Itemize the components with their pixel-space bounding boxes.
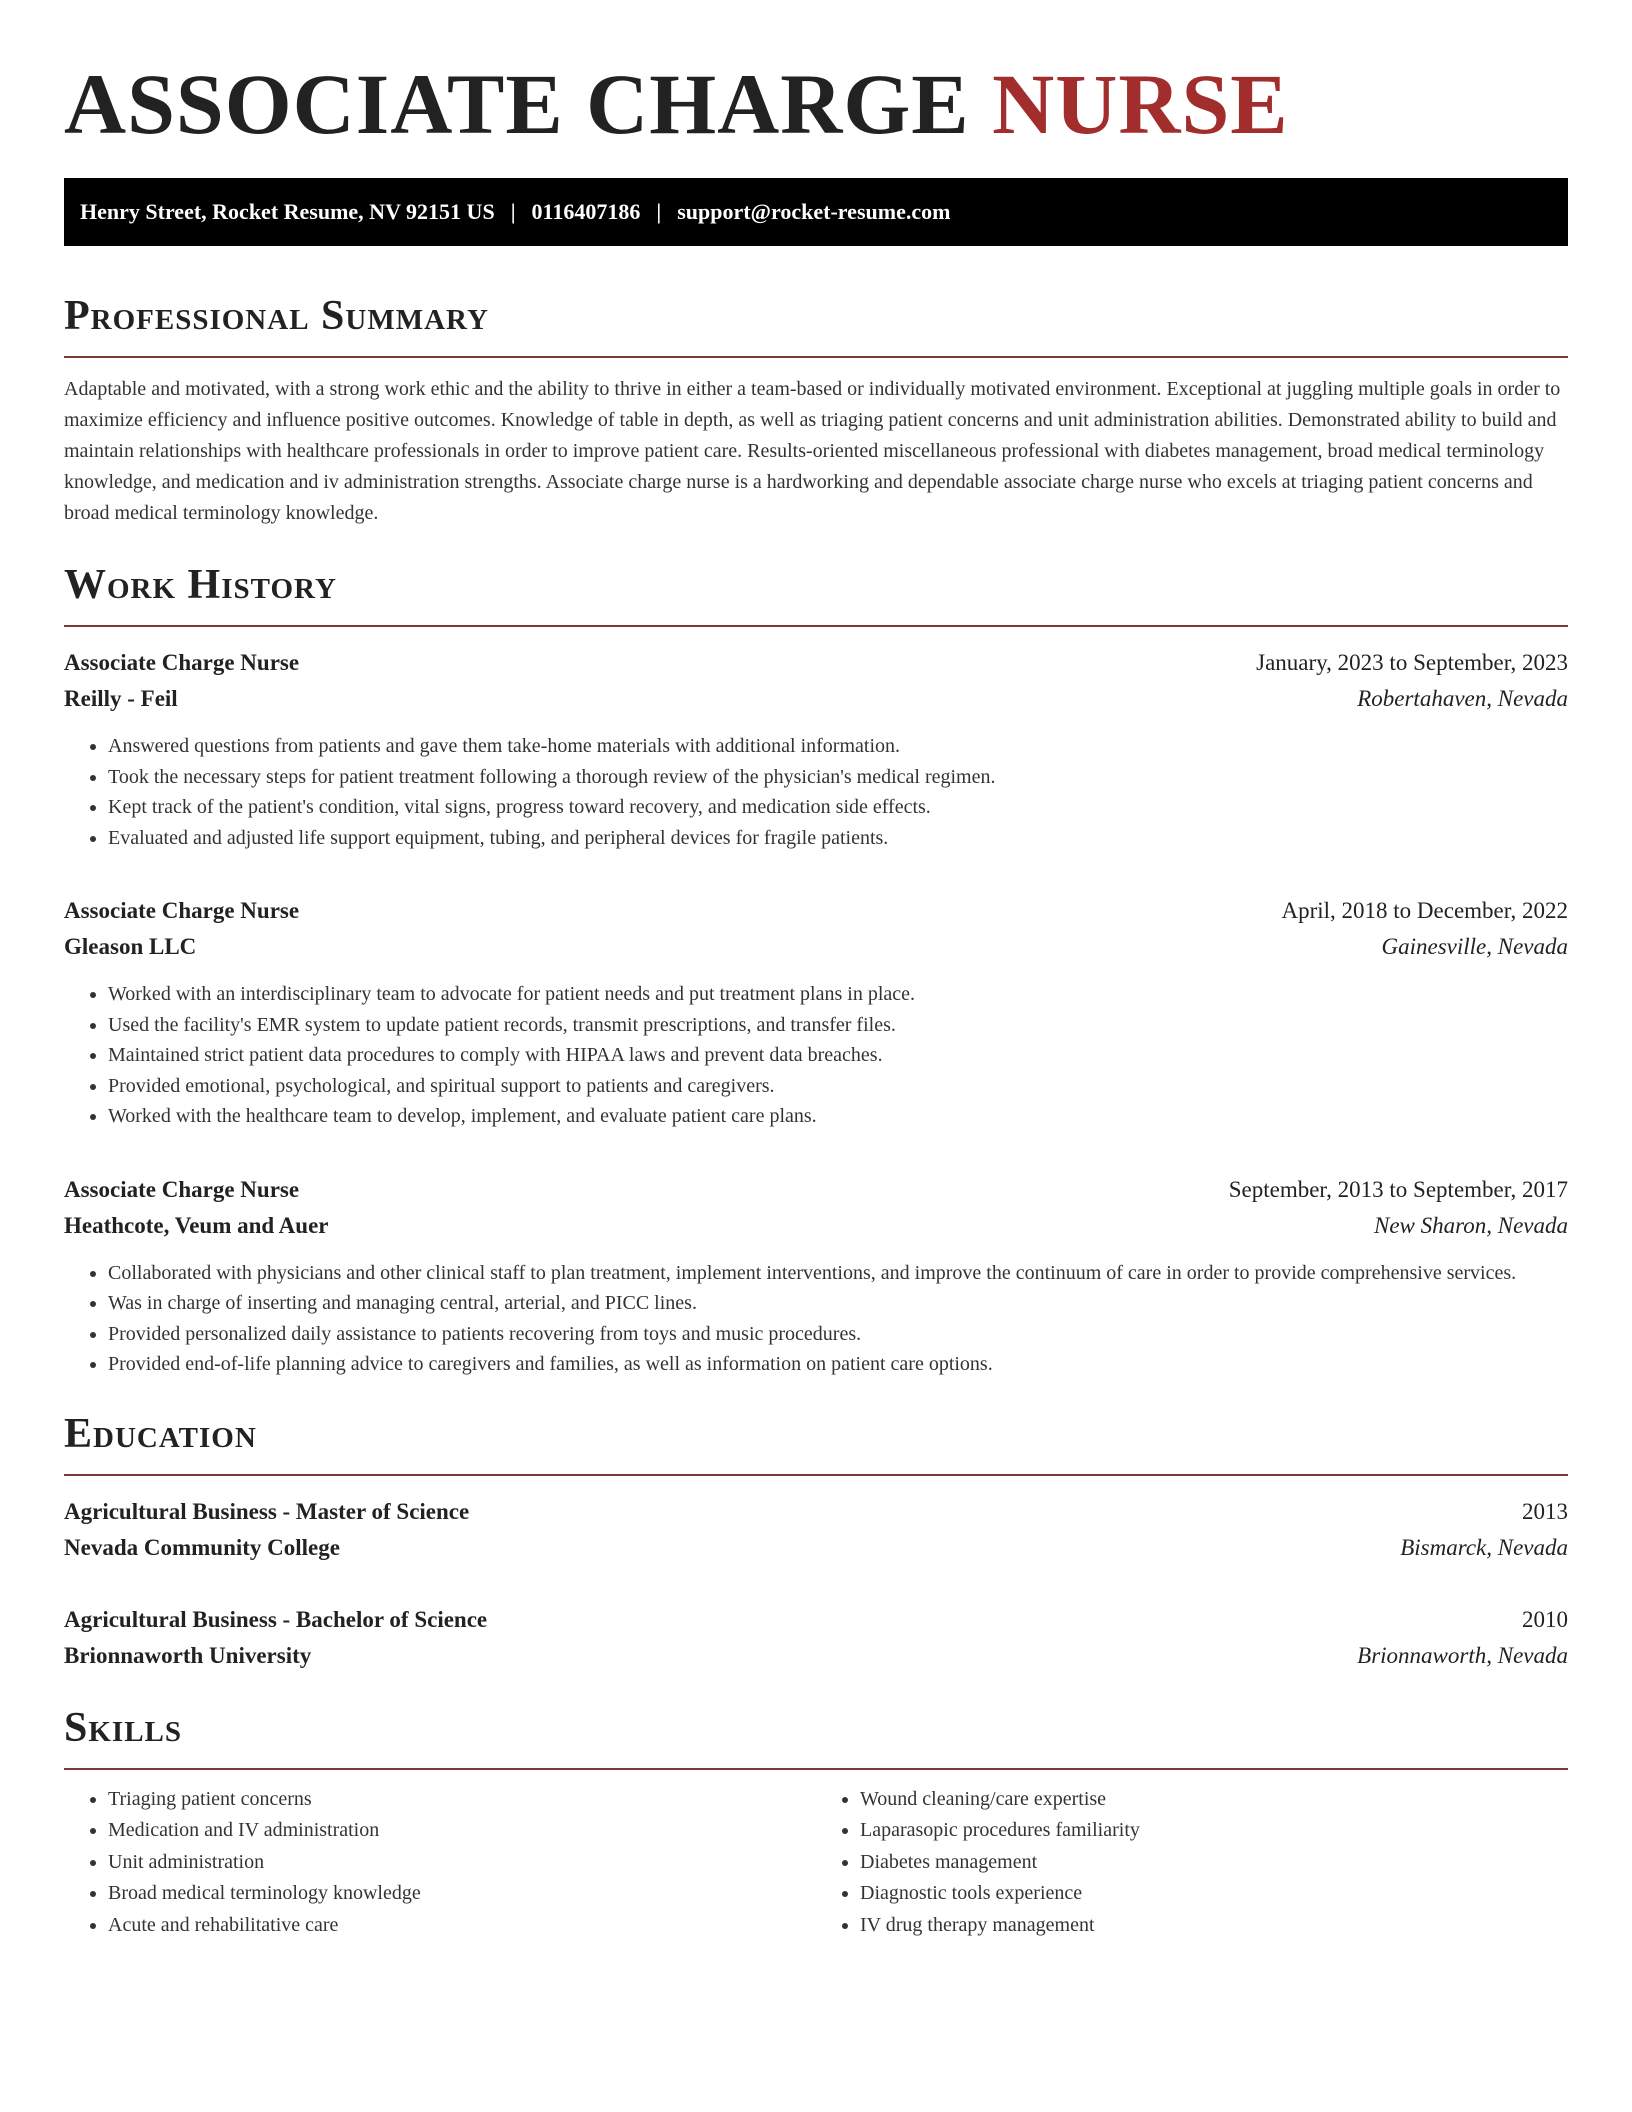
education-school: Brionnaworth University — [64, 1642, 312, 1668]
contact-address: Henry Street, Rocket Resume, NV 92151 US — [80, 199, 495, 224]
job-dates: September, 2013 to September, 2017 — [1228, 1176, 1568, 1202]
job-location: New Sharon, Nevada — [1374, 1212, 1568, 1238]
contact-bar — [64, 178, 1568, 246]
section-divider — [64, 356, 1568, 358]
job-duty: • Was in charge of inserting and managing central, arterial, and PICC lines. — [108, 1288, 1568, 1319]
job-duty: • Used the facility's EMR system to update patient records, transmit prescriptions, and transfer files. — [108, 1010, 1568, 1041]
job-entry — [64, 893, 1568, 1132]
job-duty: • Kept track of the patient's condition, vital signs, progress toward recovery, and medication side effects. — [108, 792, 1568, 823]
job-duty: • Worked with the healthcare team to develop, implement, and evaluate patient care plans. — [108, 1101, 1568, 1132]
education-year: 2010 — [1522, 1606, 1568, 1632]
candidate-name — [64, 56, 1568, 152]
job-company: Gleason LLC — [64, 934, 197, 959]
skill-item: • IV drug therapy management — [860, 1910, 1568, 1942]
skill-item: • Unit administration — [108, 1847, 816, 1879]
job-duty: • Provided emotional, psychological, and spiritual support to patients and caregivers. — [108, 1071, 1568, 1102]
job-duty: • Took the necessary steps for patient treatment following a thorough review of the physician's medical regimen. — [108, 762, 1568, 793]
job-duties — [64, 731, 1568, 853]
skill-item: • Diabetes management — [860, 1847, 1568, 1879]
education-degree: Agricultural Business - Bachelor of Science — [64, 1606, 488, 1632]
education-location: Bismarck, Nevada — [1400, 1534, 1568, 1560]
section-title-summary: Professional Summary — [64, 293, 489, 339]
education-location: Brionnaworth, Nevada — [1357, 1642, 1568, 1668]
job-dates: April, 2018 to December, 2022 — [1281, 898, 1568, 923]
education-entry — [64, 1602, 1568, 1674]
contact-separator: | — [656, 199, 662, 224]
section-title-education: Education — [64, 1410, 257, 1457]
education-school: Nevada Community College — [64, 1534, 340, 1560]
job-duties — [64, 1258, 1568, 1380]
job-title: Associate Charge Nurse — [64, 1176, 300, 1202]
skill-item: • Laparasopic procedures familiarity — [860, 1815, 1568, 1847]
section-divider — [64, 1768, 1568, 1770]
skills-column-left — [64, 1784, 816, 1942]
job-duty: • Answered questions from patients and gave them take-home materials with additional information. — [108, 731, 1568, 762]
job-duty: • Worked with an interdisciplinary team to advocate for patient needs and put treatment plans in place. — [108, 979, 1568, 1010]
job-duties — [64, 979, 1568, 1132]
contact-phone: 0116407186 — [531, 199, 641, 224]
contact-email[interactable]: support@rocket-resume.com — [677, 199, 951, 224]
skills-list — [64, 1784, 1568, 1942]
contact-separator: | — [510, 199, 516, 224]
section-divider — [64, 625, 1568, 627]
job-entry — [64, 1172, 1568, 1380]
job-duty: • Collaborated with physicians and other clinical staff to plan treatment, implement interventions, and improve the continuum of care in order to provide comprehensive services. — [108, 1258, 1568, 1289]
skills-column-right — [816, 1784, 1568, 1942]
job-duty: • Evaluated and adjusted life support equipment, tubing, and peripheral devices for fragile patients. — [108, 823, 1568, 854]
education-entry — [64, 1494, 1568, 1566]
section-title-work-history: Work History — [64, 562, 337, 608]
job-entry — [64, 645, 1568, 853]
name-last: NURSE — [992, 56, 1289, 152]
job-duty: • Provided end-of-life planning advice to caregivers and families, as well as information on patient care options. — [108, 1349, 1568, 1380]
job-dates: January, 2023 to September, 2023 — [1256, 650, 1568, 675]
skill-item: • Medication and IV administration — [108, 1815, 816, 1847]
job-title: Associate Charge Nurse — [64, 650, 300, 675]
summary-text: Adaptable and motivated, with a strong work ethic and the ability to thrive in either a team-based or individually motivated environment. Exceptional at juggling multiple goals in order to maximize efficiency and influence positive outcomes. Knowledge of table in depth, as well as triaging patient concerns and unit administration abilities. Demonstrated ability to build and maintain relationships with healthcare professionals in order to improve patient care. Results-oriented miscellaneous professional with diabetes management, broad medical terminology knowledge, and medication and iv administration strengths. Associate charge nurse is a hardworking and dependable associate charge nurse who excels at triaging patient concerns and broad medical terminology knowledge. — [64, 378, 1561, 524]
job-company: Reilly - Feil — [64, 686, 178, 711]
section-divider — [64, 1474, 1568, 1476]
name-first: ASSOCIATE CHARGE — [64, 56, 970, 152]
job-title: Associate Charge Nurse — [64, 898, 300, 923]
skill-item: • Acute and rehabilitative care — [108, 1910, 816, 1942]
job-company: Heathcote, Veum and Auer — [64, 1212, 329, 1238]
job-duty: • Provided personalized daily assistance to patients recovering from toys and music procedures. — [108, 1319, 1568, 1350]
job-duty: • Maintained strict patient data procedures to comply with HIPAA laws and prevent data breaches. — [108, 1040, 1568, 1071]
skill-item: • Broad medical terminology knowledge — [108, 1878, 816, 1910]
section-title-skills: Skills — [64, 1704, 183, 1751]
skill-item: • Diagnostic tools experience — [860, 1878, 1568, 1910]
job-location: Robertahaven, Nevada — [1357, 686, 1568, 711]
education-year: 2013 — [1522, 1498, 1568, 1524]
education-degree: Agricultural Business - Master of Science — [64, 1498, 470, 1524]
job-location: Gainesville, Nevada — [1381, 934, 1568, 959]
skill-item: • Triaging patient concerns — [108, 1784, 816, 1816]
skill-item: • Wound cleaning/care expertise — [860, 1784, 1568, 1816]
